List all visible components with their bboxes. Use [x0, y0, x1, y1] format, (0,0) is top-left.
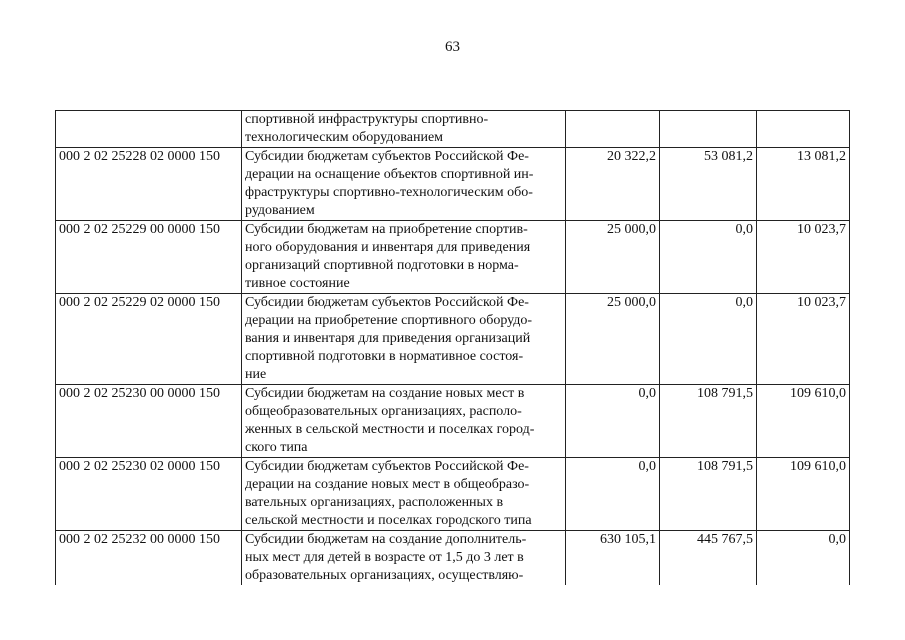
page-number: 63: [445, 39, 460, 55]
amount-col1-cell: 25 000,0: [566, 221, 660, 294]
amount-col3-cell: 0,0: [757, 531, 850, 586]
description-cell: [242, 111, 566, 148]
amount-col3-cell: [757, 111, 850, 148]
amount-col2-cell: 108 791,5: [660, 385, 757, 458]
description-line: Субсидии бюджетам на создание дополнитель-: [245, 532, 527, 547]
description-cell: [242, 294, 566, 385]
budget-code-cell: 000 2 02 25229 02 0000 150: [56, 294, 242, 385]
description-line: Субсидии бюджетам на создание новых мест в: [245, 386, 525, 401]
table-row: [56, 111, 850, 148]
amount-col1-cell: 20 322,2: [566, 148, 660, 221]
table-row: [56, 458, 850, 531]
amount-col2-cell: [660, 111, 757, 148]
description-line: Субсидии бюджетам субъектов Российской Фе-: [245, 149, 529, 164]
amount-col2-cell: 0,0: [660, 294, 757, 385]
amount-col1-cell: [566, 111, 660, 148]
amount-col1-cell: 0,0: [566, 458, 660, 531]
description-cell: [242, 458, 566, 531]
amount-col2-cell: 0,0: [660, 221, 757, 294]
description-line: ного оборудования и инвентаря для приведения: [245, 240, 531, 255]
budget-code-cell: 000 2 02 25229 00 0000 150: [56, 221, 242, 294]
amount-col1-cell: 25 000,0: [566, 294, 660, 385]
budget-table-body: [56, 111, 850, 586]
description-line: вательных организациях, расположенных в: [245, 495, 504, 510]
amount-col2-cell: 53 081,2: [660, 148, 757, 221]
table-row: [56, 221, 850, 294]
budget-code-cell: 000 2 02 25230 02 0000 150: [56, 458, 242, 531]
description-line: рудованием: [245, 203, 315, 218]
description-line: спортивной подготовки в нормативное состоя-: [245, 349, 524, 364]
description-line: фраструктуры спортивно-технологическим обо-: [245, 185, 533, 200]
amount-col3-cell: 10 023,7: [757, 294, 850, 385]
budget-code-cell: 000 2 02 25232 00 0000 150: [56, 531, 242, 586]
description-line: ского типа: [245, 440, 308, 455]
description-line: образовательных организациях, осуществляю-: [245, 568, 524, 583]
description-line: дерации на приобретение спортивного оборудо-: [245, 313, 533, 328]
description-cell: [242, 221, 566, 294]
amount-col2-cell: 108 791,5: [660, 458, 757, 531]
description-line: ных мест для детей в возрасте от 1,5 до 3 лет в: [245, 550, 524, 565]
amount-col1-cell: 630 105,1: [566, 531, 660, 586]
description-line: спортивной инфраструктуры спортивно-: [245, 112, 489, 127]
description-line: тивное состояние: [245, 276, 350, 291]
table-row: [56, 148, 850, 221]
amount-col2-cell: 445 767,5: [660, 531, 757, 586]
description-line: дерации на оснащение объектов спортивной ин-: [245, 167, 534, 182]
description-cell: [242, 148, 566, 221]
description-line: организаций спортивной подготовки в норма-: [245, 258, 519, 273]
description-line: женных в сельской местности и поселках город-: [245, 422, 535, 437]
description-line: вания и инвентаря для приведения организаций: [245, 331, 531, 346]
description-cell: [242, 531, 566, 586]
amount-col3-cell: 10 023,7: [757, 221, 850, 294]
description-line: общеобразовательных организациях, располо-: [245, 404, 522, 419]
table-row: [56, 531, 850, 586]
amount-col3-cell: 109 610,0: [757, 458, 850, 531]
budget-table: [55, 110, 850, 585]
amount-col3-cell: 109 610,0: [757, 385, 850, 458]
description-line: технологическим оборудованием: [245, 130, 444, 145]
table-row: [56, 385, 850, 458]
budget-code-cell: 000 2 02 25228 02 0000 150: [56, 148, 242, 221]
amount-col3-cell: 13 081,2: [757, 148, 850, 221]
description-line: Субсидии бюджетам субъектов Российской Фе-: [245, 295, 529, 310]
description-line: дерации на создание новых мест в общеобразо-: [245, 477, 530, 492]
description-line: Субсидии бюджетам субъектов Российской Фе-: [245, 459, 529, 474]
description-cell: [242, 385, 566, 458]
description-line: Субсидии бюджетам на приобретение спортив-: [245, 222, 528, 237]
budget-code-cell: [56, 111, 242, 148]
description-line: ние: [245, 367, 267, 382]
budget-code-cell: 000 2 02 25230 00 0000 150: [56, 385, 242, 458]
description-line: сельской местности и поселках городского типа: [245, 513, 532, 528]
amount-col1-cell: 0,0: [566, 385, 660, 458]
table-row: [56, 294, 850, 385]
